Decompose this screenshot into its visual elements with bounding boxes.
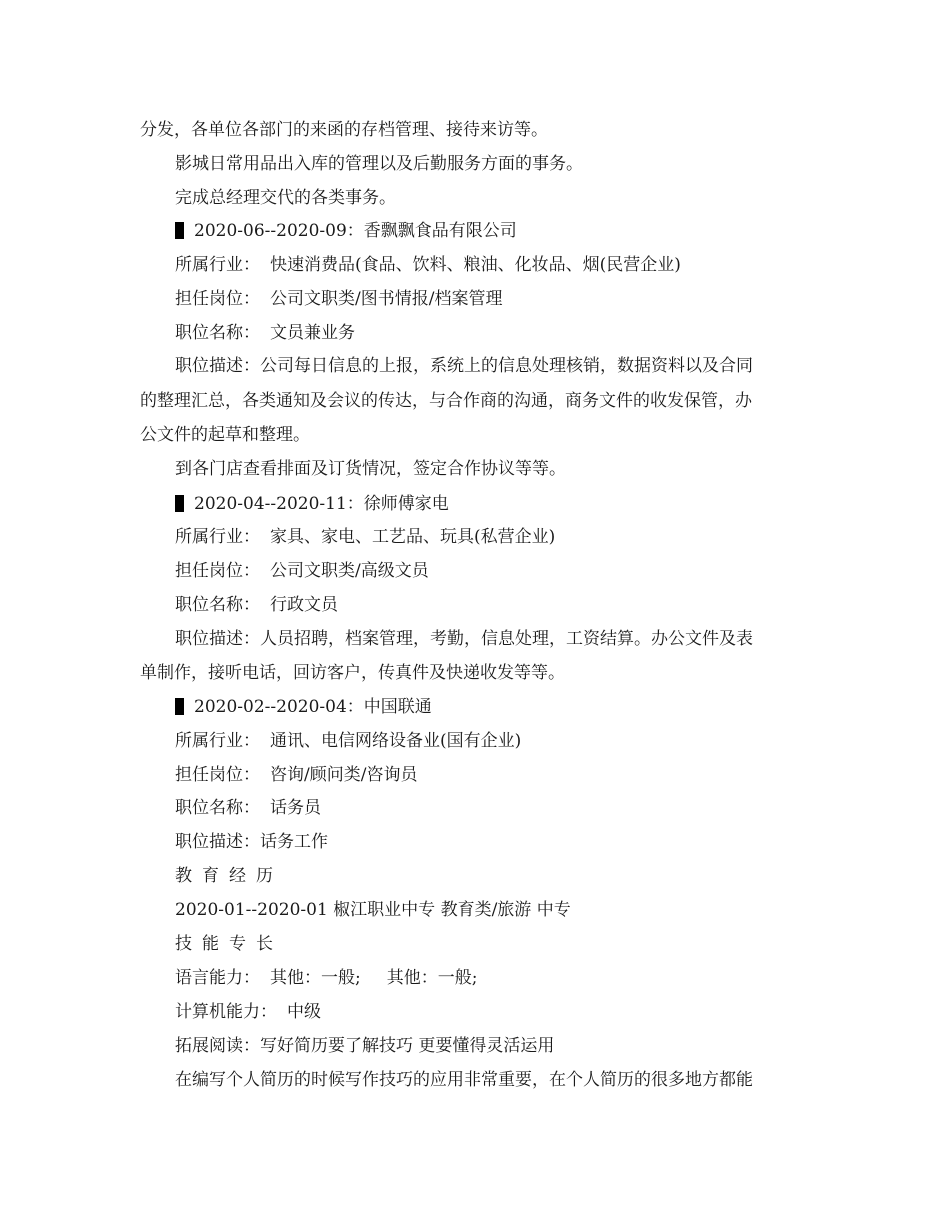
title-label: 职位名称： <box>175 798 260 818</box>
job-industry-row <box>0 526 950 548</box>
title-label: 职位名称： <box>175 595 260 615</box>
job-description-line: 公文件的起草和整理。 <box>140 425 310 445</box>
position-label: 担任岗位： <box>175 289 260 309</box>
industry-label: 所属行业： <box>175 731 260 751</box>
job-description-line: 职位描述：人员招聘，档案管理，考勤，信息处理，工资结算。办公文件及表 <box>175 629 753 649</box>
job-heading <box>0 493 950 515</box>
computer-label: 计算机能力： <box>175 1002 277 1022</box>
industry-value: 快速消费品(食品、饮料、粮油、化妆品、烟(民营企业) <box>270 255 681 275</box>
job-title-row <box>0 797 950 819</box>
education-heading: 教育经历 <box>175 866 283 886</box>
job-heading <box>0 220 950 242</box>
intro-line-3: 完成总经理交代的各类事务。 <box>175 188 396 208</box>
job-industry-row <box>0 254 950 276</box>
position-value: 咨询/顾问类/咨询员 <box>270 765 418 785</box>
language-value-2: 其他：一般; <box>386 968 478 988</box>
industry-value: 通讯、电信网络设备业(国有企业) <box>270 731 522 751</box>
job-position-row <box>0 560 950 582</box>
position-value: 公司文职类/图书情报/档案管理 <box>270 289 503 309</box>
title-value: 文员兼业务 <box>270 323 355 343</box>
job-period-company: 2020-02--2020-04：中国联通 <box>194 697 432 717</box>
job-position-row <box>0 764 950 786</box>
job-description-line: 的整理汇总，各类通知及会议的传达，与合作商的沟通，商务文件的收发保管，办 <box>140 391 752 411</box>
position-label: 担任岗位： <box>175 561 260 581</box>
title-value: 话务员 <box>270 798 321 818</box>
job-period-company: 2020-06--2020-09：香飘飘食品有限公司 <box>194 221 517 241</box>
computer-row <box>0 1001 950 1023</box>
job-title-row <box>0 322 950 344</box>
job-industry-row <box>0 730 950 752</box>
intro-line-1: 分发，各单位各部门的来函的存档管理、接待来访等。 <box>140 120 548 140</box>
skills-heading: 技能专长 <box>175 934 283 954</box>
bullet-icon <box>175 495 184 512</box>
job-description-line: 职位描述：话务工作 <box>175 832 328 852</box>
job-position-row <box>0 288 950 310</box>
job-heading <box>0 696 950 718</box>
job-title-row <box>0 594 950 616</box>
industry-label: 所属行业： <box>175 527 260 547</box>
intro-line-2: 影城日常用品出入库的管理以及后勤服务方面的事务。 <box>175 154 583 174</box>
title-value: 行政文员 <box>270 595 338 615</box>
industry-value: 家具、家电、工艺品、玩具(私营企业) <box>270 527 556 547</box>
industry-label: 所属行业： <box>175 255 260 275</box>
job-description-line: 职位描述：公司每日信息的上报，系统上的信息处理核销，数据资料以及合同 <box>175 356 753 376</box>
education-entry: 2020-01--2020-01 椒江职业中专 教育类/旅游 中专 <box>175 900 571 920</box>
bullet-icon <box>175 222 184 239</box>
job-description-line: 单制作，接听电话，回访客户，传真件及快递收发等等。 <box>140 663 565 683</box>
bullet-icon <box>175 698 184 715</box>
language-value-1: 其他：一般; <box>270 968 361 988</box>
position-value: 公司文职类/高级文员 <box>270 561 429 581</box>
title-label: 职位名称： <box>175 323 260 343</box>
position-label: 担任岗位： <box>175 765 260 785</box>
job-period-company: 2020-04--2020-11：徐师傅家电 <box>194 494 449 514</box>
language-label: 语言能力： <box>175 968 260 988</box>
extended-reading-title: 拓展阅读：写好简历要了解技巧 更要懂得灵活运用 <box>175 1036 555 1056</box>
extended-reading-text: 在编写个人简历的时候写作技巧的应用非常重要，在个人简历的很多地方都能 <box>175 1070 753 1090</box>
language-row <box>0 967 950 989</box>
job-description-line: 到各门店查看排面及订货情况，签定合作协议等等。 <box>175 459 566 479</box>
computer-value: 中级 <box>287 1002 321 1022</box>
